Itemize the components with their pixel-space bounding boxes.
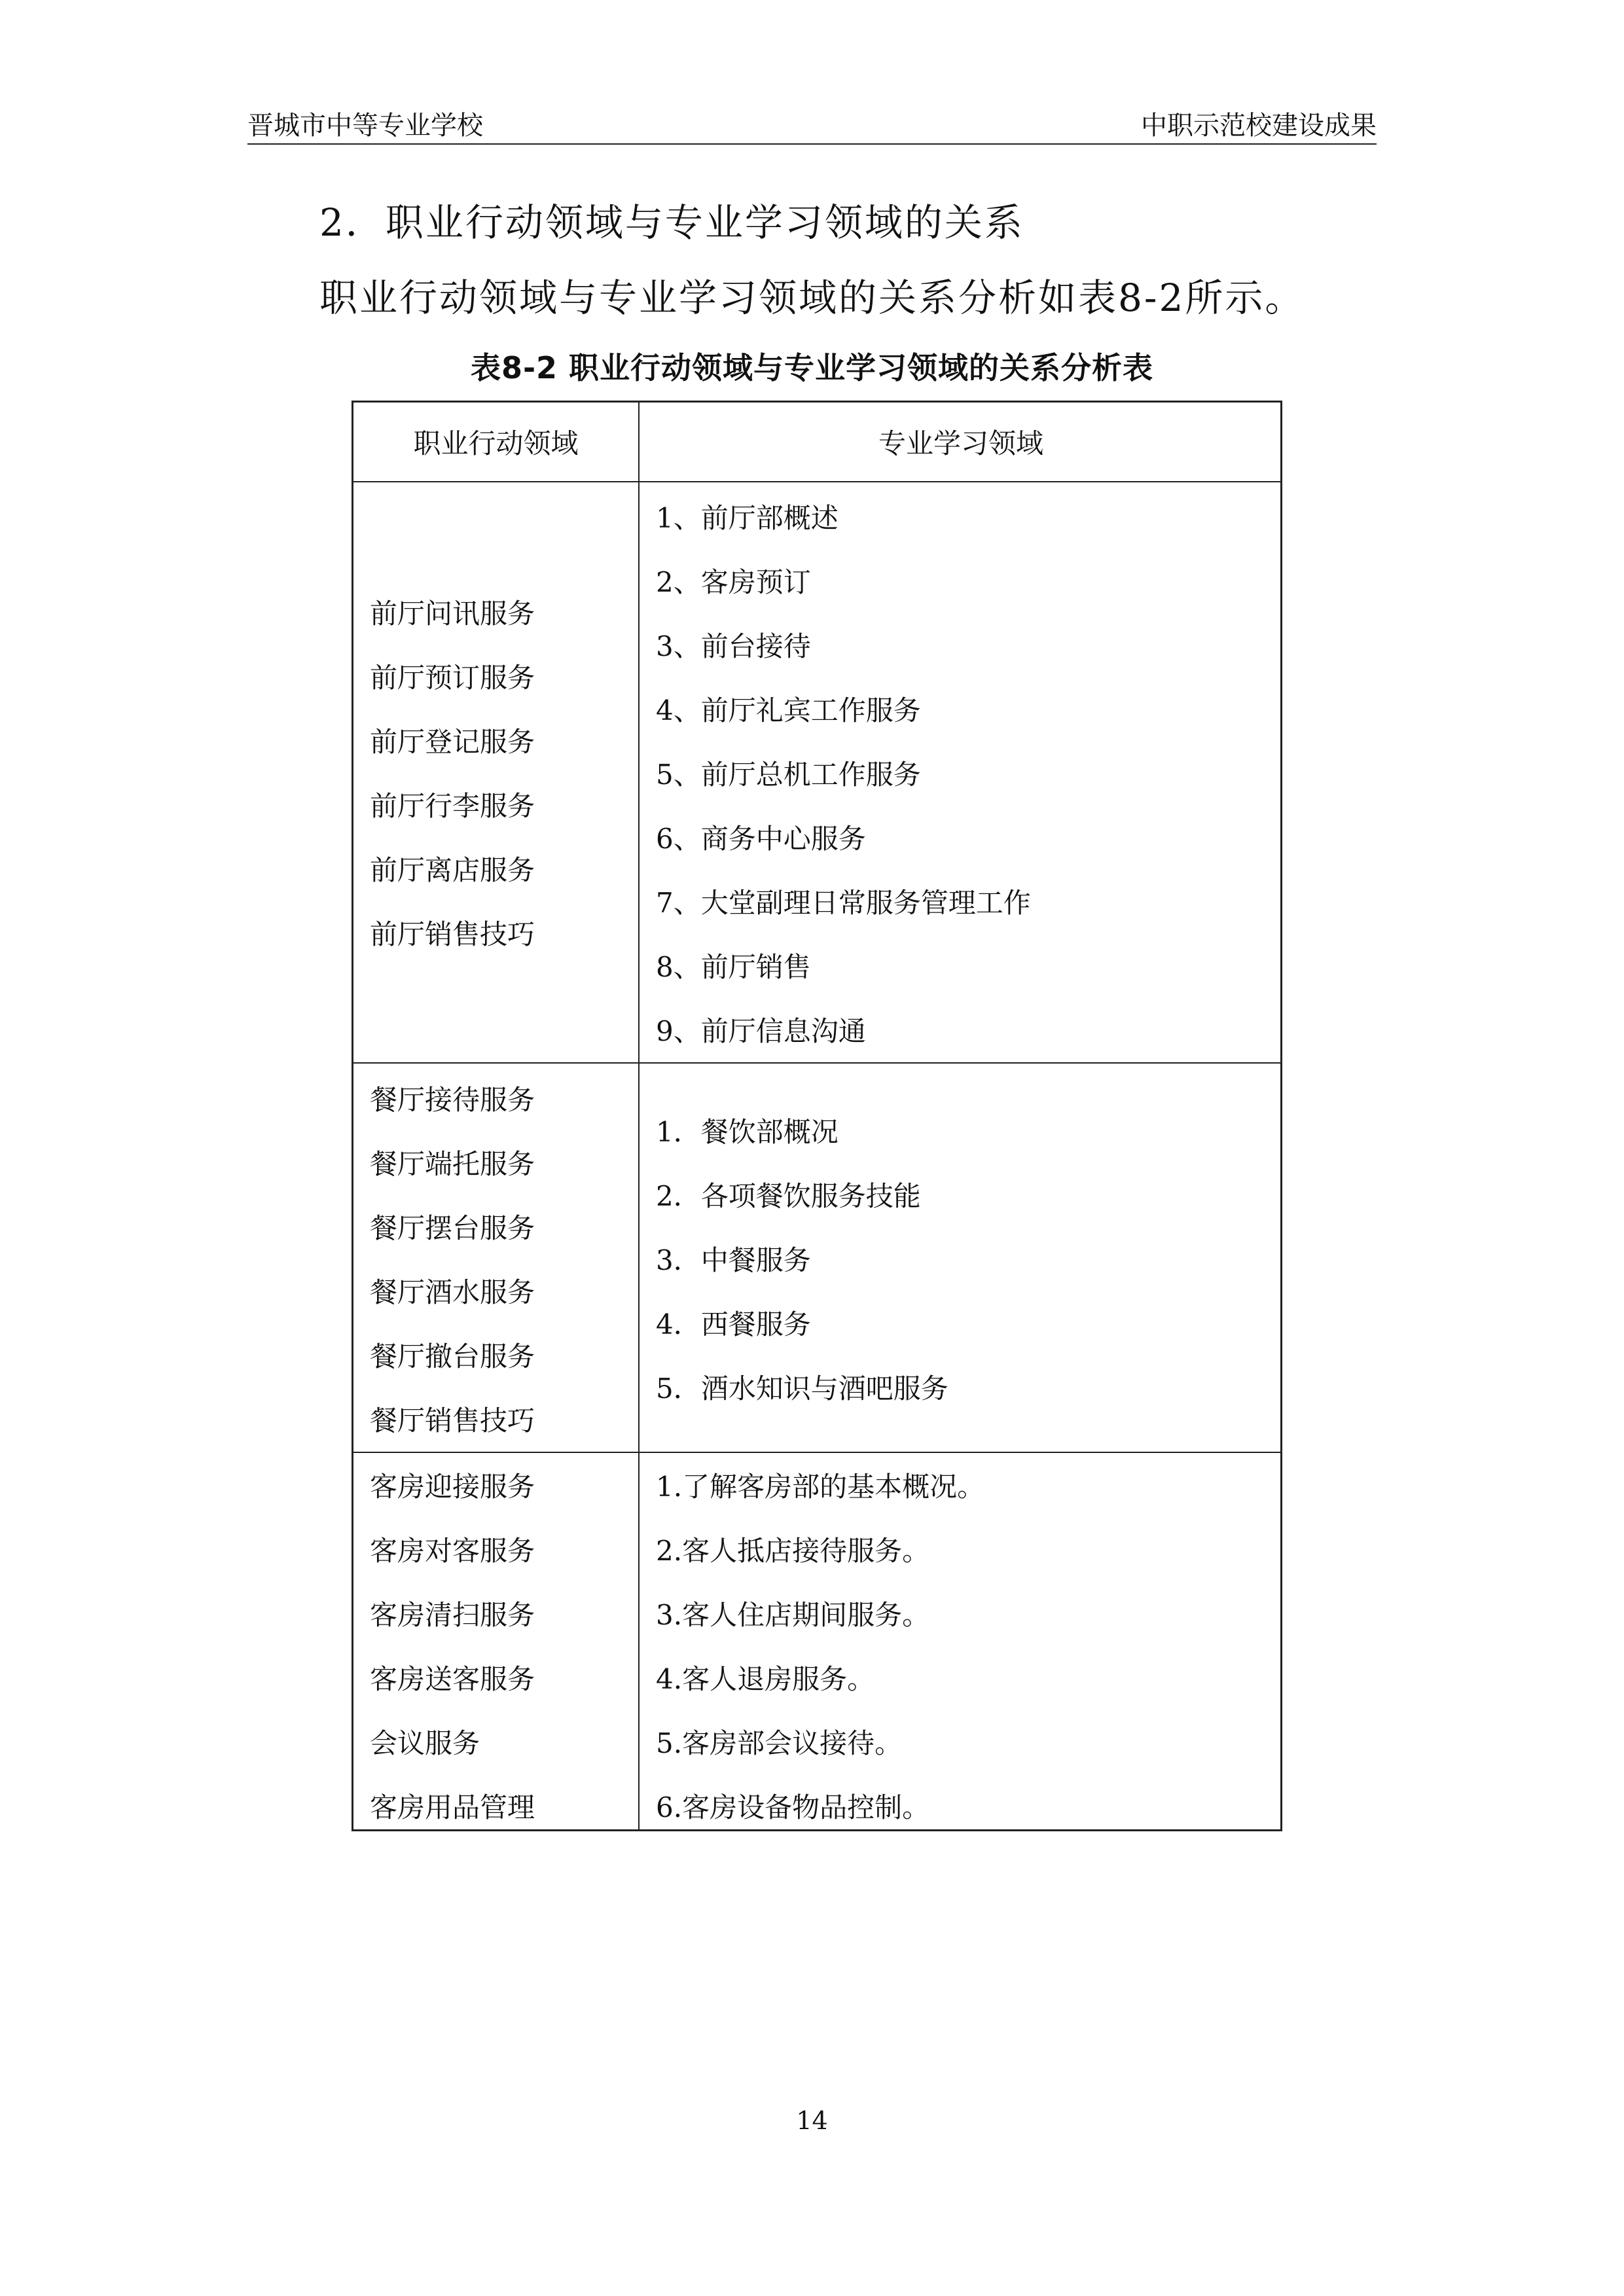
list-item: 2、客房预订 bbox=[656, 566, 811, 598]
list-item: 会议服务 bbox=[370, 1727, 480, 1759]
list-item: 客房清扫服务 bbox=[370, 1599, 535, 1631]
section-heading: 2．职业行动领域与专业学习领域的关系 bbox=[319, 200, 1024, 245]
list-item: 1、前厅部概述 bbox=[656, 502, 839, 534]
list-item: 餐厅销售技巧 bbox=[370, 1405, 535, 1437]
list-item: 餐厅端托服务 bbox=[370, 1148, 535, 1180]
housekeeping-learning-list bbox=[656, 1455, 984, 1840]
list-item: 3．中餐服务 bbox=[656, 1244, 811, 1276]
relation-table bbox=[352, 401, 1282, 1831]
list-item: 餐厅摆台服务 bbox=[370, 1212, 535, 1244]
list-item: 2.客人抵店接待服务。 bbox=[656, 1535, 930, 1567]
list-item: 4．西餐服务 bbox=[656, 1308, 811, 1340]
list-item: 客房用品管理 bbox=[370, 1791, 535, 1823]
header-school-name: 晋城市中等专业学校 bbox=[247, 111, 483, 141]
front-office-action-list bbox=[370, 582, 535, 967]
list-item: 2．各项餐饮服务技能 bbox=[656, 1180, 921, 1212]
column-header-action: 职业行动领域 bbox=[413, 427, 579, 459]
list-item: 1.了解客房部的基本概况。 bbox=[656, 1471, 985, 1503]
table-caption: 表8-2 职业行动领域与专业学习领域的关系分析表 bbox=[470, 350, 1154, 386]
list-item: 6、商务中心服务 bbox=[656, 823, 866, 855]
column-divider bbox=[638, 403, 640, 1829]
list-item: 前厅离店服务 bbox=[370, 854, 535, 886]
list-item: 5、前厅总机工作服务 bbox=[656, 759, 921, 791]
list-item: 9、前厅信息沟通 bbox=[656, 1015, 866, 1047]
front-office-learning-list bbox=[656, 486, 1031, 1064]
list-item: 前厅登记服务 bbox=[370, 726, 535, 758]
header-row-divider bbox=[353, 481, 1280, 482]
restaurant-action-list bbox=[370, 1068, 535, 1453]
list-item: 1．餐饮部概况 bbox=[656, 1116, 839, 1148]
header-divider bbox=[247, 143, 1377, 145]
list-item: 餐厅酒水服务 bbox=[370, 1276, 535, 1308]
list-item: 7、大堂副理日常服务管理工作 bbox=[656, 887, 1031, 919]
list-item: 客房对客服务 bbox=[370, 1535, 535, 1567]
list-item: 5.客房部会议接待。 bbox=[656, 1727, 903, 1759]
list-item: 6.客房设备物品控制。 bbox=[656, 1791, 930, 1823]
column-header-learning: 专业学习领域 bbox=[878, 427, 1043, 459]
list-item: 前厅问讯服务 bbox=[370, 598, 535, 630]
list-item: 客房送客服务 bbox=[370, 1663, 535, 1695]
intro-paragraph: 职业行动领域与专业学习领域的关系分析如表8-2所示。 bbox=[319, 276, 1305, 320]
list-item: 5．酒水知识与酒吧服务 bbox=[656, 1372, 948, 1405]
list-item: 前厅销售技巧 bbox=[370, 918, 535, 950]
list-item: 4.客人退房服务。 bbox=[656, 1663, 875, 1695]
list-item: 4、前厅礼宾工作服务 bbox=[656, 694, 921, 726]
list-item: 3.客人住店期间服务。 bbox=[656, 1599, 930, 1631]
list-item: 餐厅撤台服务 bbox=[370, 1340, 535, 1372]
list-item: 前厅预订服务 bbox=[370, 662, 535, 694]
housekeeping-action-list bbox=[370, 1455, 535, 1840]
restaurant-learning-list bbox=[656, 1100, 948, 1421]
list-item: 前厅行李服务 bbox=[370, 790, 535, 822]
list-item: 3、前台接待 bbox=[656, 630, 811, 662]
page-number: 14 bbox=[796, 2106, 828, 2135]
list-item: 客房迎接服务 bbox=[370, 1471, 535, 1503]
list-item: 8、前厅销售 bbox=[656, 951, 811, 983]
list-item: 餐厅接待服务 bbox=[370, 1084, 535, 1116]
header-document-title: 中职示范校建设成果 bbox=[1141, 111, 1377, 141]
